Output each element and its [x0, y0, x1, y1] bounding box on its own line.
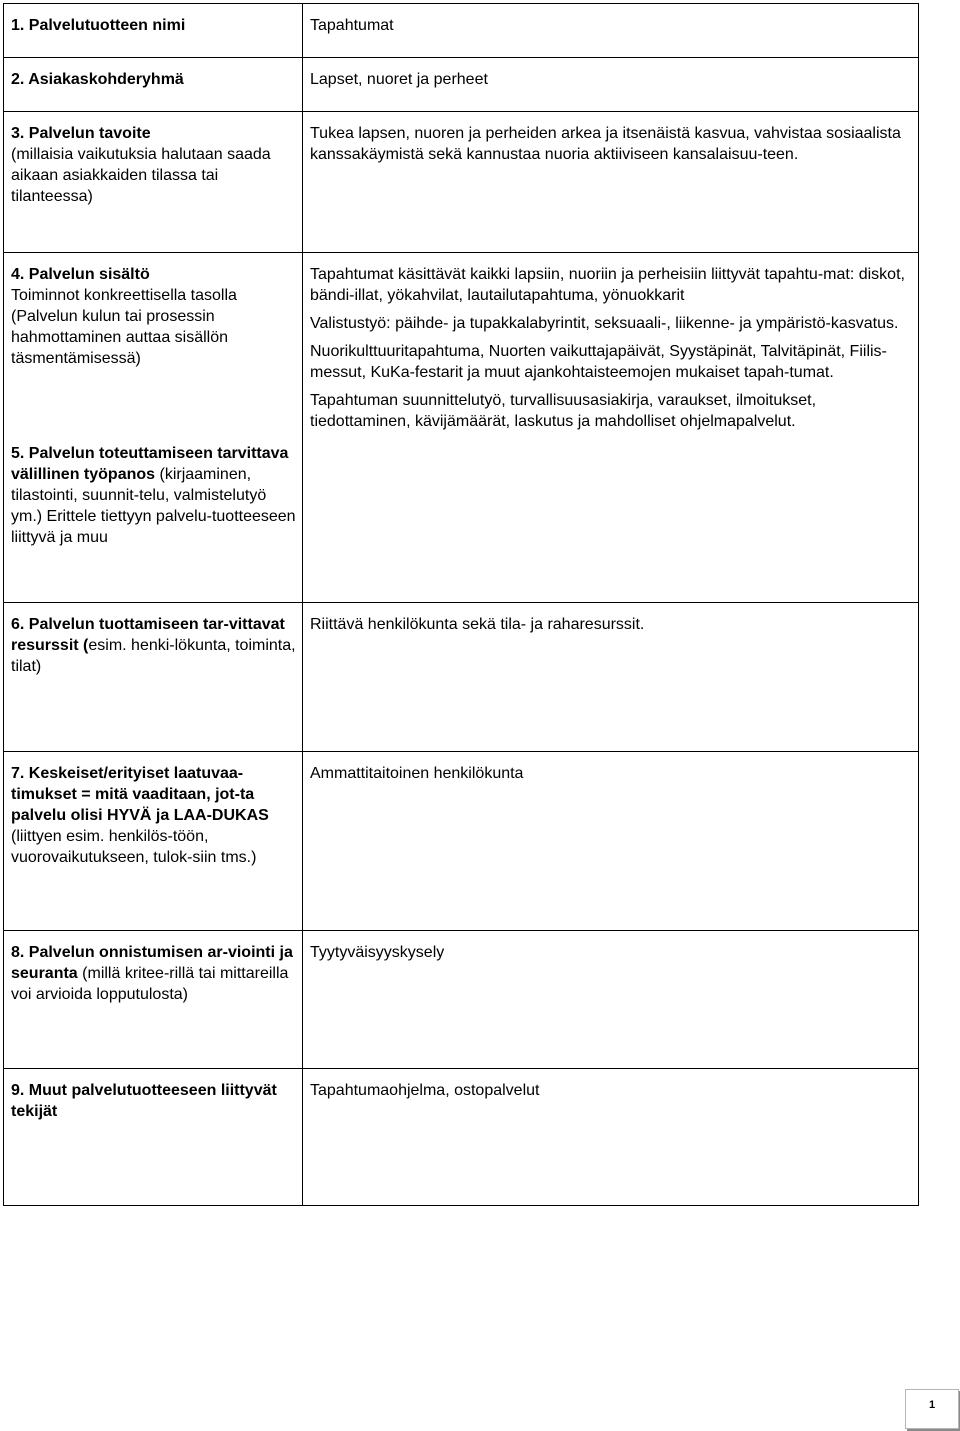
- row-2-label-cell: [4, 58, 303, 112]
- row-4-label-desc: Toiminnot konkreettisella tasolla (Palvelun kulun tai prosessin hahmottaminen auttaa sisällön täsmentämisessä): [11, 287, 237, 367]
- row-7-label-desc: (liittyen esim. henkilös-töön, vuorovaikutukseen, tulok-siin tms.): [11, 828, 257, 866]
- row-8-value-cell: [303, 931, 919, 1069]
- row-3-value-cell: [303, 112, 919, 253]
- row-6-value-cell: [303, 603, 919, 752]
- row-9-value: Tapahtumaohjelma, ostopalvelut: [310, 1082, 540, 1099]
- row-6-label-desc: esim. henki-lökunta, toiminta, tilat): [11, 637, 296, 675]
- row-8-value: Tyytyväisyyskysely: [310, 944, 445, 961]
- row-4-label-cell: [4, 253, 303, 603]
- row-4-label: [11, 253, 296, 369]
- form-row-6: [4, 603, 919, 752]
- row-2-label: 2. Asiakaskohderyhmä: [11, 71, 184, 88]
- row-5-label-title: 5. Palvelun toteuttamiseen tarvittava välillinen työpanos: [11, 445, 289, 483]
- row-9-value-cell: [303, 1069, 919, 1206]
- row-9-label-cell: [4, 1069, 303, 1206]
- row-7-label-cell: [4, 752, 303, 931]
- row-5-value: Tapahtuman suunnittelutyö, turvallisuusasiakirja, varaukset, ilmoitukset, tiedottaminen, kävijämäärät, laskutus ja mahdolliset ohjelmapalvelut.: [310, 392, 817, 430]
- page-number: 1: [905, 1389, 959, 1429]
- form-row-8: [4, 931, 919, 1069]
- row-1-label-cell: [4, 4, 303, 58]
- row-7-value-cell: [303, 752, 919, 931]
- row-7-label: [11, 752, 296, 868]
- row-4-value-education: Valistustyö: päihde- ja tupakkalabyrintit, seksuaali-, liikenne- ja ympäristö-kasvatus.: [310, 315, 899, 332]
- row-4-label-title: 4. Palvelun sisältö: [11, 266, 150, 283]
- row-3-label-title: 3. Palvelun tavoite: [11, 125, 151, 142]
- form-row-7: [4, 752, 919, 931]
- row-9-label: 9. Muut palvelutuotteeseen liittyvät tekijät: [11, 1082, 277, 1120]
- row-1-value: Tapahtumat: [310, 17, 394, 34]
- row-3-label-cell: [4, 112, 303, 253]
- row-6-label-cell: [4, 603, 303, 752]
- row-4-value-events: Tapahtumat käsittävät kaikki lapsiin, nuoriin ja perheisiin liittyvät tapahtu-mat: diskot, bändi-illat, yökahvilat, lautailutapahtuma, yönuokkarit: [310, 266, 905, 304]
- row-2-value: Lapset, nuoret ja perheet: [310, 71, 488, 88]
- form-row-2: [4, 58, 919, 112]
- form-row-1: [4, 4, 919, 58]
- row-3-value: Tukea lapsen, nuoren ja perheiden arkea ja itsenäistä kasvua, vahvistaa sosiaalista kanssakäymistä sekä kannustaa nuoria aktiiviseen kansalaisuu-teen.: [310, 125, 901, 163]
- row-5-label: [11, 443, 296, 548]
- row-3-label-desc: (millaisia vaikutuksia halutaan saada aikaan asiakkaiden tilassa tai tilanteessa): [11, 146, 271, 205]
- row-1-label: 1. Palvelutuotteen nimi: [11, 17, 186, 34]
- row-1-value-cell: [303, 4, 919, 58]
- row-7-value: Ammattitaitoinen henkilökunta: [310, 765, 524, 782]
- form-row-9: [4, 1069, 919, 1206]
- row-7-label-title: 7. Keskeiset/erityiset laatuvaa-timukset = mitä vaaditaan, jot-ta palvelu olisi HYVÄ ja LAA-DUKAS: [11, 765, 269, 824]
- row-8-label-title: 8. Palvelun onnistumisen ar-viointi ja seuranta: [11, 944, 293, 982]
- row-3-label: [11, 112, 296, 207]
- row-6-label: [11, 603, 296, 677]
- form-row-4-5: [4, 253, 919, 603]
- row-8-label: [11, 931, 296, 1005]
- row-2-value-cell: [303, 58, 919, 112]
- row-4-value-cell: [303, 253, 919, 603]
- form-row-3: [4, 112, 919, 253]
- row-6-value: Riittävä henkilökunta sekä tila- ja raharesurssit.: [310, 616, 645, 633]
- row-5-label-desc: (kirjaaminen, tilastointi, suunnit-telu, valmistelutyö ym.) Erittele tiettyyn palvelu-tuotteeseen liittyvä ja muu: [11, 466, 296, 546]
- row-4-value-culture: Nuorikulttuuritapahtuma, Nuorten vaikuttajapäivät, Syystäpinät, Talvitäpinät, Fiilis-messut, KuKa-festarit ja muut ajankohtaisteemojen mukaiset tapah-tumat.: [310, 343, 887, 381]
- row-6-label-title: 6. Palvelun tuottamiseen tar-vittavat resurssit (: [11, 616, 285, 654]
- row-8-label-desc: (millä kritee-rillä tai mittareilla voi arvioida lopputulosta): [11, 965, 289, 1003]
- row-8-label-cell: [4, 931, 303, 1069]
- service-product-form: [3, 3, 919, 1206]
